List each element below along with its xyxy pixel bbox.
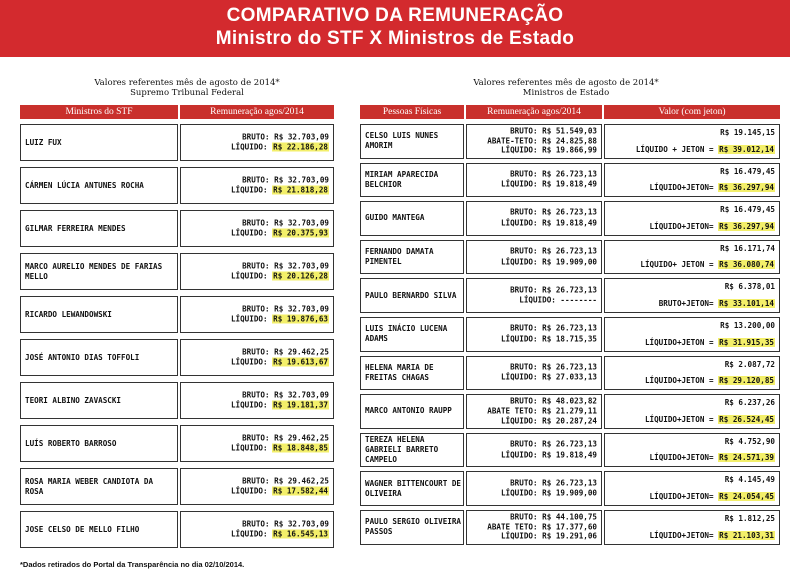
remuneration-value: R$ 19.818,49	[542, 218, 597, 228]
bruto-value: R$ 32.703,09	[274, 218, 329, 228]
left-note	[20, 78, 354, 98]
left-header-remuneration: Remuneração agos/2014	[180, 105, 334, 119]
jeton-value: R$ 6.237,26	[724, 398, 775, 408]
bruto-label: BRUTO:	[242, 304, 275, 314]
remuneration-line	[501, 324, 597, 335]
page-subtitle: Ministro do STF X Ministros de Estado	[215, 28, 575, 49]
jeton-cell	[604, 278, 780, 313]
bruto-line	[231, 390, 329, 401]
remuneration-value: R$ 19.291,06	[542, 532, 597, 542]
jeton-total-value: R$ 33.101,14	[719, 298, 774, 308]
jeton-value: R$ 4.752,90	[724, 436, 775, 446]
remuneration-cell	[466, 124, 602, 159]
jeton-value: R$ 16.479,45	[720, 205, 775, 215]
person-name-cell	[360, 201, 464, 236]
jeton-total-line	[650, 531, 775, 541]
minister-name: MARCO AURELIO MENDES DE FARIAS MELLO	[25, 261, 163, 281]
remuneration-value: R$ 21.279,11	[542, 406, 597, 416]
remuneration-line	[501, 169, 597, 180]
remuneration-value: R$ 26.723,13	[542, 478, 597, 488]
remuneration-value: R$ 19.909,00	[542, 257, 597, 267]
jeton-total-value: R$ 24.571,39	[719, 453, 774, 463]
remuneration-line	[501, 208, 597, 219]
jeton-total-label: LÍQUIDO+JETON=	[649, 491, 719, 501]
minister-name: ROSA MARIA WEBER CANDIOTA DA ROSA	[25, 476, 154, 496]
remuneration-value: R$ 17.377,60	[542, 522, 597, 532]
jeton-total-label: BRUTO+JETON=	[658, 298, 719, 308]
bruto-value: R$ 32.703,09	[274, 304, 329, 314]
remuneration-values	[231, 347, 329, 368]
remuneration-values	[501, 362, 597, 383]
bruto-line	[231, 519, 329, 530]
minister-name: LUÍS ROBERTO BARROSO	[25, 438, 117, 448]
remuneration-line	[501, 373, 597, 384]
jeton-cell	[604, 163, 780, 198]
remuneration-cell	[466, 163, 602, 198]
person-name-cell	[360, 124, 464, 159]
remuneration-values	[501, 440, 597, 461]
minister-name: RICARDO LEWANDOWSKI	[25, 309, 112, 319]
person-name-cell	[360, 317, 464, 352]
remuneration-line	[487, 523, 597, 533]
jeton-total-line	[645, 338, 775, 348]
bruto-label: BRUTO:	[242, 519, 275, 529]
bruto-value: R$ 32.703,09	[274, 132, 329, 142]
remuneration-value: R$ 20.287,24	[542, 416, 597, 426]
remuneration-cell	[466, 240, 602, 275]
minister-name-cell	[20, 511, 178, 548]
remuneration-cell	[180, 210, 334, 247]
remuneration-values	[231, 132, 329, 153]
remuneration-label: LÍQUIDO:	[500, 146, 543, 156]
jeton-total-line	[640, 260, 775, 270]
person-name-cell	[360, 278, 464, 313]
minister-name-cell	[20, 124, 178, 161]
liquido-line	[231, 530, 329, 541]
remuneration-cell	[180, 253, 334, 290]
minister-name: JOSE CELSO DE MELLO FILHO	[25, 524, 140, 534]
remuneration-cell	[466, 317, 602, 352]
remuneration-label: BRUTO:	[510, 207, 543, 217]
person-name-cell	[360, 356, 464, 391]
remuneration-cell	[466, 394, 602, 429]
remuneration-value: R$ 44.100,75	[542, 512, 597, 522]
liquido-value: R$ 22.186,28	[273, 142, 328, 152]
remuneration-value: R$ 24.825,88	[542, 136, 597, 146]
remuneration-line	[501, 180, 597, 191]
jeton-total-label: LÍQUIDO+JETON=	[649, 183, 719, 193]
remuneration-label: LÍQUIDO:	[500, 450, 543, 460]
jeton-total-label: LÍQUIDO+JETON =	[644, 376, 719, 386]
liquido-line	[231, 315, 329, 326]
liquido-label: LÍQUIDO:	[230, 529, 273, 539]
liquido-value: R$ 17.582,44	[273, 486, 328, 496]
bruto-value: R$ 32.703,09	[274, 261, 329, 271]
liquido-label: LÍQUIDO:	[230, 357, 273, 367]
liquido-value: R$ 20.126,28	[273, 271, 328, 281]
jeton-total-value: R$ 31.915,35	[719, 337, 774, 347]
left-note-institution: Supremo Tribunal Federal	[130, 88, 244, 98]
jeton-cell	[604, 317, 780, 352]
bruto-line	[231, 476, 329, 487]
remuneration-value: R$ 26.723,13	[542, 246, 597, 256]
jeton-cell	[604, 356, 780, 391]
remuneration-values	[487, 513, 597, 542]
right-note-period: Valores referentes mês de agosto de 2014*	[473, 78, 659, 88]
liquido-line	[231, 358, 329, 369]
remuneration-line	[487, 416, 597, 426]
remuneration-line	[510, 285, 597, 296]
jeton-total-label: LÍQUIDO+JETON=	[649, 221, 719, 231]
left-header-ministers: Ministros do STF	[20, 105, 178, 119]
jeton-total-line	[645, 415, 775, 425]
remuneration-values	[231, 433, 329, 454]
remuneration-cell	[466, 433, 602, 468]
remuneration-label: BRUTO:	[510, 439, 543, 449]
page-title: COMPARATIVO DA REMUNERAÇÃO	[226, 5, 564, 26]
person-name-cell	[360, 394, 464, 429]
remuneration-line	[501, 218, 597, 229]
jeton-total-value: R$ 36.297,94	[719, 221, 774, 231]
liquido-value: R$ 21.818,28	[273, 185, 328, 195]
remuneration-line	[501, 489, 597, 500]
remuneration-line	[501, 257, 597, 268]
remuneration-value: R$ 48.023,82	[542, 397, 597, 407]
person-name: HELENA MARIA DE FREITAS CHAGAS	[365, 362, 434, 382]
jeton-total-value: R$ 24.054,45	[719, 491, 774, 501]
jeton-total-value: R$ 21.103,31	[719, 530, 774, 540]
minister-name-cell	[20, 339, 178, 376]
person-name-cell	[360, 471, 464, 506]
remuneration-values	[501, 247, 597, 268]
jeton-total-value: R$ 36.297,94	[719, 183, 774, 193]
remuneration-values	[231, 519, 329, 540]
bruto-line	[231, 175, 329, 186]
remuneration-label: BRUTO:	[510, 478, 543, 488]
liquido-label: LÍQUIDO:	[230, 228, 273, 238]
minister-name-cell	[20, 468, 178, 505]
jeton-total-value: R$ 39.012,14	[719, 144, 774, 154]
remuneration-value: R$ 19.909,00	[542, 488, 597, 498]
remuneration-line	[487, 407, 597, 417]
jeton-total-line	[645, 376, 775, 386]
remuneration-values	[231, 304, 329, 325]
liquido-line	[231, 272, 329, 283]
remuneration-values	[231, 261, 329, 282]
remuneration-value: R$ 26.723,13	[542, 169, 597, 179]
liquido-value: R$ 16.545,13	[273, 529, 328, 539]
remuneration-label: BRUTO:	[510, 323, 543, 333]
remuneration-cell	[180, 167, 334, 204]
remuneration-value: R$ 51.549,03	[542, 126, 597, 136]
remuneration-label: LÍQUIDO:	[500, 416, 543, 426]
jeton-cell	[604, 394, 780, 429]
jeton-total-label: LÍQUIDO+JETON=	[649, 530, 719, 540]
remuneration-values	[231, 175, 329, 196]
minister-name-cell	[20, 253, 178, 290]
minister-name-cell	[20, 425, 178, 462]
liquido-line	[231, 444, 329, 455]
liquido-label: LÍQUIDO:	[230, 400, 273, 410]
remuneration-line	[501, 478, 597, 489]
remuneration-line	[487, 137, 597, 147]
remuneration-label: LÍQUIDO:	[500, 218, 543, 228]
jeton-total-line	[659, 299, 775, 309]
minister-name-cell	[20, 296, 178, 333]
liquido-value: R$ 19.181,37	[273, 400, 328, 410]
remuneration-label: BRUTO:	[510, 397, 543, 407]
minister-name: LUIZ FUX	[25, 137, 62, 147]
liquido-value: R$ 18.848,85	[273, 443, 328, 453]
remuneration-line	[487, 397, 597, 407]
person-name: PAULO BERNARDO SILVA	[365, 290, 457, 300]
minister-name-cell	[20, 382, 178, 419]
jeton-cell	[604, 433, 780, 468]
remuneration-cell	[180, 511, 334, 548]
jeton-total-line	[650, 222, 775, 232]
jeton-value: R$ 6.378,01	[724, 282, 775, 292]
remuneration-values	[510, 285, 597, 306]
right-header-remuneration: Remuneração agos/2014	[466, 105, 602, 119]
liquido-line	[231, 487, 329, 498]
remuneration-values	[231, 218, 329, 239]
bruto-value: R$ 32.703,09	[274, 175, 329, 185]
jeton-value: R$ 16.171,74	[720, 243, 775, 253]
jeton-cell	[604, 510, 780, 545]
remuneration-line	[487, 146, 597, 156]
left-note-period: Valores referentes mês de agosto de 2014*	[94, 78, 280, 88]
person-name: MIRIAM APARECIDA BELCHIOR	[365, 169, 439, 189]
remuneration-value: R$ 26.723,13	[542, 439, 597, 449]
remuneration-value: R$ 26.723,13	[542, 362, 597, 372]
liquido-value: R$ 19.613,67	[273, 357, 328, 367]
remuneration-line	[510, 296, 597, 307]
remuneration-label: BRUTO:	[510, 512, 543, 522]
jeton-total-label: LÍQUIDO+JETON =	[644, 414, 719, 424]
jeton-total-label: LÍQUIDO + JETON =	[635, 144, 719, 154]
remuneration-line	[501, 450, 597, 461]
remuneration-value: R$ 26.723,13	[542, 207, 597, 217]
jeton-value: R$ 19.145,15	[720, 128, 775, 137]
remuneration-label: ABATE TETO:	[487, 406, 543, 416]
person-name: CELSO LUIS NUNES AMORIM	[365, 131, 439, 151]
jeton-value: R$ 4.145,49	[724, 475, 775, 485]
jeton-total-label: LÍQUIDO+ JETON =	[640, 260, 719, 270]
jeton-total-value: R$ 26.524,45	[719, 414, 774, 424]
remuneration-value: R$ 19.866,99	[542, 146, 597, 156]
remuneration-label: LÍQUIDO:	[500, 334, 543, 344]
bruto-value: R$ 32.703,09	[274, 390, 329, 400]
liquido-label: LÍQUIDO:	[230, 271, 273, 281]
remuneration-label: LÍQUIDO:	[500, 372, 543, 382]
remuneration-values	[487, 397, 597, 426]
remuneration-values	[501, 208, 597, 229]
person-name: WAGNER BITTENCOURT DE OLIVEIRA	[365, 478, 462, 498]
jeton-value: R$ 16.479,45	[720, 166, 775, 176]
liquido-line	[231, 186, 329, 197]
remuneration-label: LÍQUIDO:	[500, 257, 543, 267]
jeton-cell	[604, 201, 780, 236]
remuneration-cell	[466, 356, 602, 391]
liquido-label: LÍQUIDO:	[230, 443, 273, 453]
jeton-value: R$ 13.200,00	[720, 321, 775, 330]
bruto-value: R$ 29.462,25	[274, 476, 329, 486]
remuneration-label: ABATE TETO:	[487, 522, 543, 532]
minister-name-cell	[20, 167, 178, 204]
bruto-label: BRUTO:	[242, 261, 275, 271]
liquido-line	[231, 143, 329, 154]
title-banner	[0, 0, 790, 57]
remuneration-cell	[466, 471, 602, 506]
remuneration-values	[487, 127, 597, 156]
remuneration-label: LÍQUIDO:	[500, 179, 543, 189]
minister-name: CÁRMEN LÚCIA ANTUNES ROCHA	[25, 180, 144, 190]
liquido-label: LÍQUIDO:	[230, 314, 273, 324]
remuneration-cell	[180, 296, 334, 333]
jeton-total-label: LÍQUIDO+JETON =	[644, 337, 719, 347]
bruto-label: BRUTO:	[242, 132, 275, 142]
person-name: FERNANDO DAMATA PIMENTEL	[365, 247, 434, 267]
remuneration-label: BRUTO:	[510, 362, 543, 372]
person-name: LUIS INÁCIO LUCENA ADAMS	[365, 324, 448, 344]
jeton-cell	[604, 471, 780, 506]
remuneration-line	[501, 334, 597, 345]
liquido-line	[231, 229, 329, 240]
remuneration-label: BRUTO:	[510, 169, 543, 179]
right-header-persons: Pessoas Físicas	[360, 105, 464, 119]
remuneration-label: LÍQUIDO:	[519, 295, 561, 305]
remuneration-cell	[180, 468, 334, 505]
liquido-label: LÍQUIDO:	[230, 185, 273, 195]
bruto-label: BRUTO:	[242, 433, 275, 443]
jeton-total-line	[636, 145, 775, 155]
liquido-value: R$ 19.876,63	[273, 314, 328, 324]
footnote: *Dados retirados do Portal da Transparência no dia 02/10/2014.	[20, 560, 245, 569]
remuneration-cell	[180, 382, 334, 419]
remuneration-cell	[466, 510, 602, 545]
jeton-value: R$ 2.087,72	[724, 359, 775, 369]
jeton-total-line	[650, 183, 775, 193]
right-note-institution: Ministros de Estado	[522, 88, 610, 98]
remuneration-values	[501, 324, 597, 345]
remuneration-label: LÍQUIDO:	[500, 488, 543, 498]
minister-name: TEORI ALBINO ZAVASCKI	[25, 395, 122, 405]
liquido-label: LÍQUIDO:	[230, 486, 273, 496]
remuneration-label: BRUTO:	[510, 285, 543, 295]
jeton-total-label: LÍQUIDO+JETON=	[649, 453, 719, 463]
jeton-cell	[604, 124, 780, 159]
remuneration-label: BRUTO:	[510, 126, 543, 136]
remuneration-line	[487, 127, 597, 137]
person-name-cell	[360, 510, 464, 545]
bruto-line	[231, 347, 329, 358]
jeton-total-value: R$ 29.120,85	[719, 376, 774, 386]
bruto-label: BRUTO:	[242, 218, 275, 228]
bruto-line	[231, 132, 329, 143]
person-name: MARCO ANTONIO RAUPP	[365, 406, 452, 416]
remuneration-label: BRUTO:	[510, 246, 543, 256]
bruto-label: BRUTO:	[242, 175, 275, 185]
remuneration-cell	[180, 339, 334, 376]
remuneration-value: R$ 26.723,13	[542, 323, 597, 333]
person-name-cell	[360, 163, 464, 198]
bruto-label: BRUTO:	[242, 476, 275, 486]
remuneration-cell	[180, 425, 334, 462]
remuneration-values	[231, 476, 329, 497]
remuneration-line	[501, 440, 597, 451]
remuneration-line	[501, 362, 597, 373]
remuneration-values	[501, 169, 597, 190]
jeton-cell	[604, 240, 780, 275]
person-name: GUIDO MANTEGA	[365, 213, 425, 223]
bruto-line	[231, 433, 329, 444]
remuneration-cell	[466, 201, 602, 236]
jeton-value: R$ 1.812,25	[724, 514, 775, 523]
bruto-label: BRUTO:	[242, 347, 275, 357]
remuneration-value: R$ 26.723,13	[542, 285, 597, 295]
minister-name: JOSÉ ANTONIO DIAS TOFFOLI	[25, 352, 140, 362]
remuneration-values	[501, 478, 597, 499]
minister-name: GILMAR FERREIRA MENDES	[25, 223, 126, 233]
remuneration-value: R$ 18.715,35	[542, 334, 597, 344]
person-name-cell	[360, 433, 464, 468]
remuneration-label: LÍQUIDO:	[500, 532, 543, 542]
right-note	[358, 78, 774, 98]
bruto-value: R$ 29.462,25	[274, 347, 329, 357]
person-name: TEREZA HELENA GABRIELI BARRETO CAMPELO	[365, 435, 439, 465]
bruto-line	[231, 218, 329, 229]
bruto-value: R$ 32.703,09	[274, 519, 329, 529]
person-name: PAULO SERGIO OLIVEIRA PASSOS	[365, 517, 462, 537]
remuneration-label: ABATE-TETO:	[487, 136, 543, 146]
jeton-total-line	[650, 453, 775, 463]
remuneration-line	[487, 513, 597, 523]
bruto-value: R$ 29.462,25	[274, 433, 329, 443]
bruto-line	[231, 304, 329, 315]
liquido-label: LÍQUIDO:	[230, 142, 273, 152]
person-name-cell	[360, 240, 464, 275]
remuneration-value: --------	[560, 295, 597, 305]
remuneration-line	[487, 532, 597, 542]
liquido-line	[231, 401, 329, 412]
remuneration-values	[231, 390, 329, 411]
jeton-total-value: R$ 36.080,74	[719, 260, 774, 270]
jeton-total-line	[650, 492, 775, 502]
remuneration-cell	[180, 124, 334, 161]
minister-name-cell	[20, 210, 178, 247]
remuneration-value: R$ 27.033,13	[542, 372, 597, 382]
remuneration-value: R$ 19.818,49	[542, 179, 597, 189]
bruto-label: BRUTO:	[242, 390, 275, 400]
bruto-line	[231, 261, 329, 272]
right-header-jeton: Valor (com jeton)	[604, 105, 780, 119]
remuneration-cell	[466, 278, 602, 313]
remuneration-value: R$ 19.818,49	[542, 450, 597, 460]
remuneration-line	[501, 247, 597, 258]
liquido-value: R$ 20.375,93	[273, 228, 328, 238]
